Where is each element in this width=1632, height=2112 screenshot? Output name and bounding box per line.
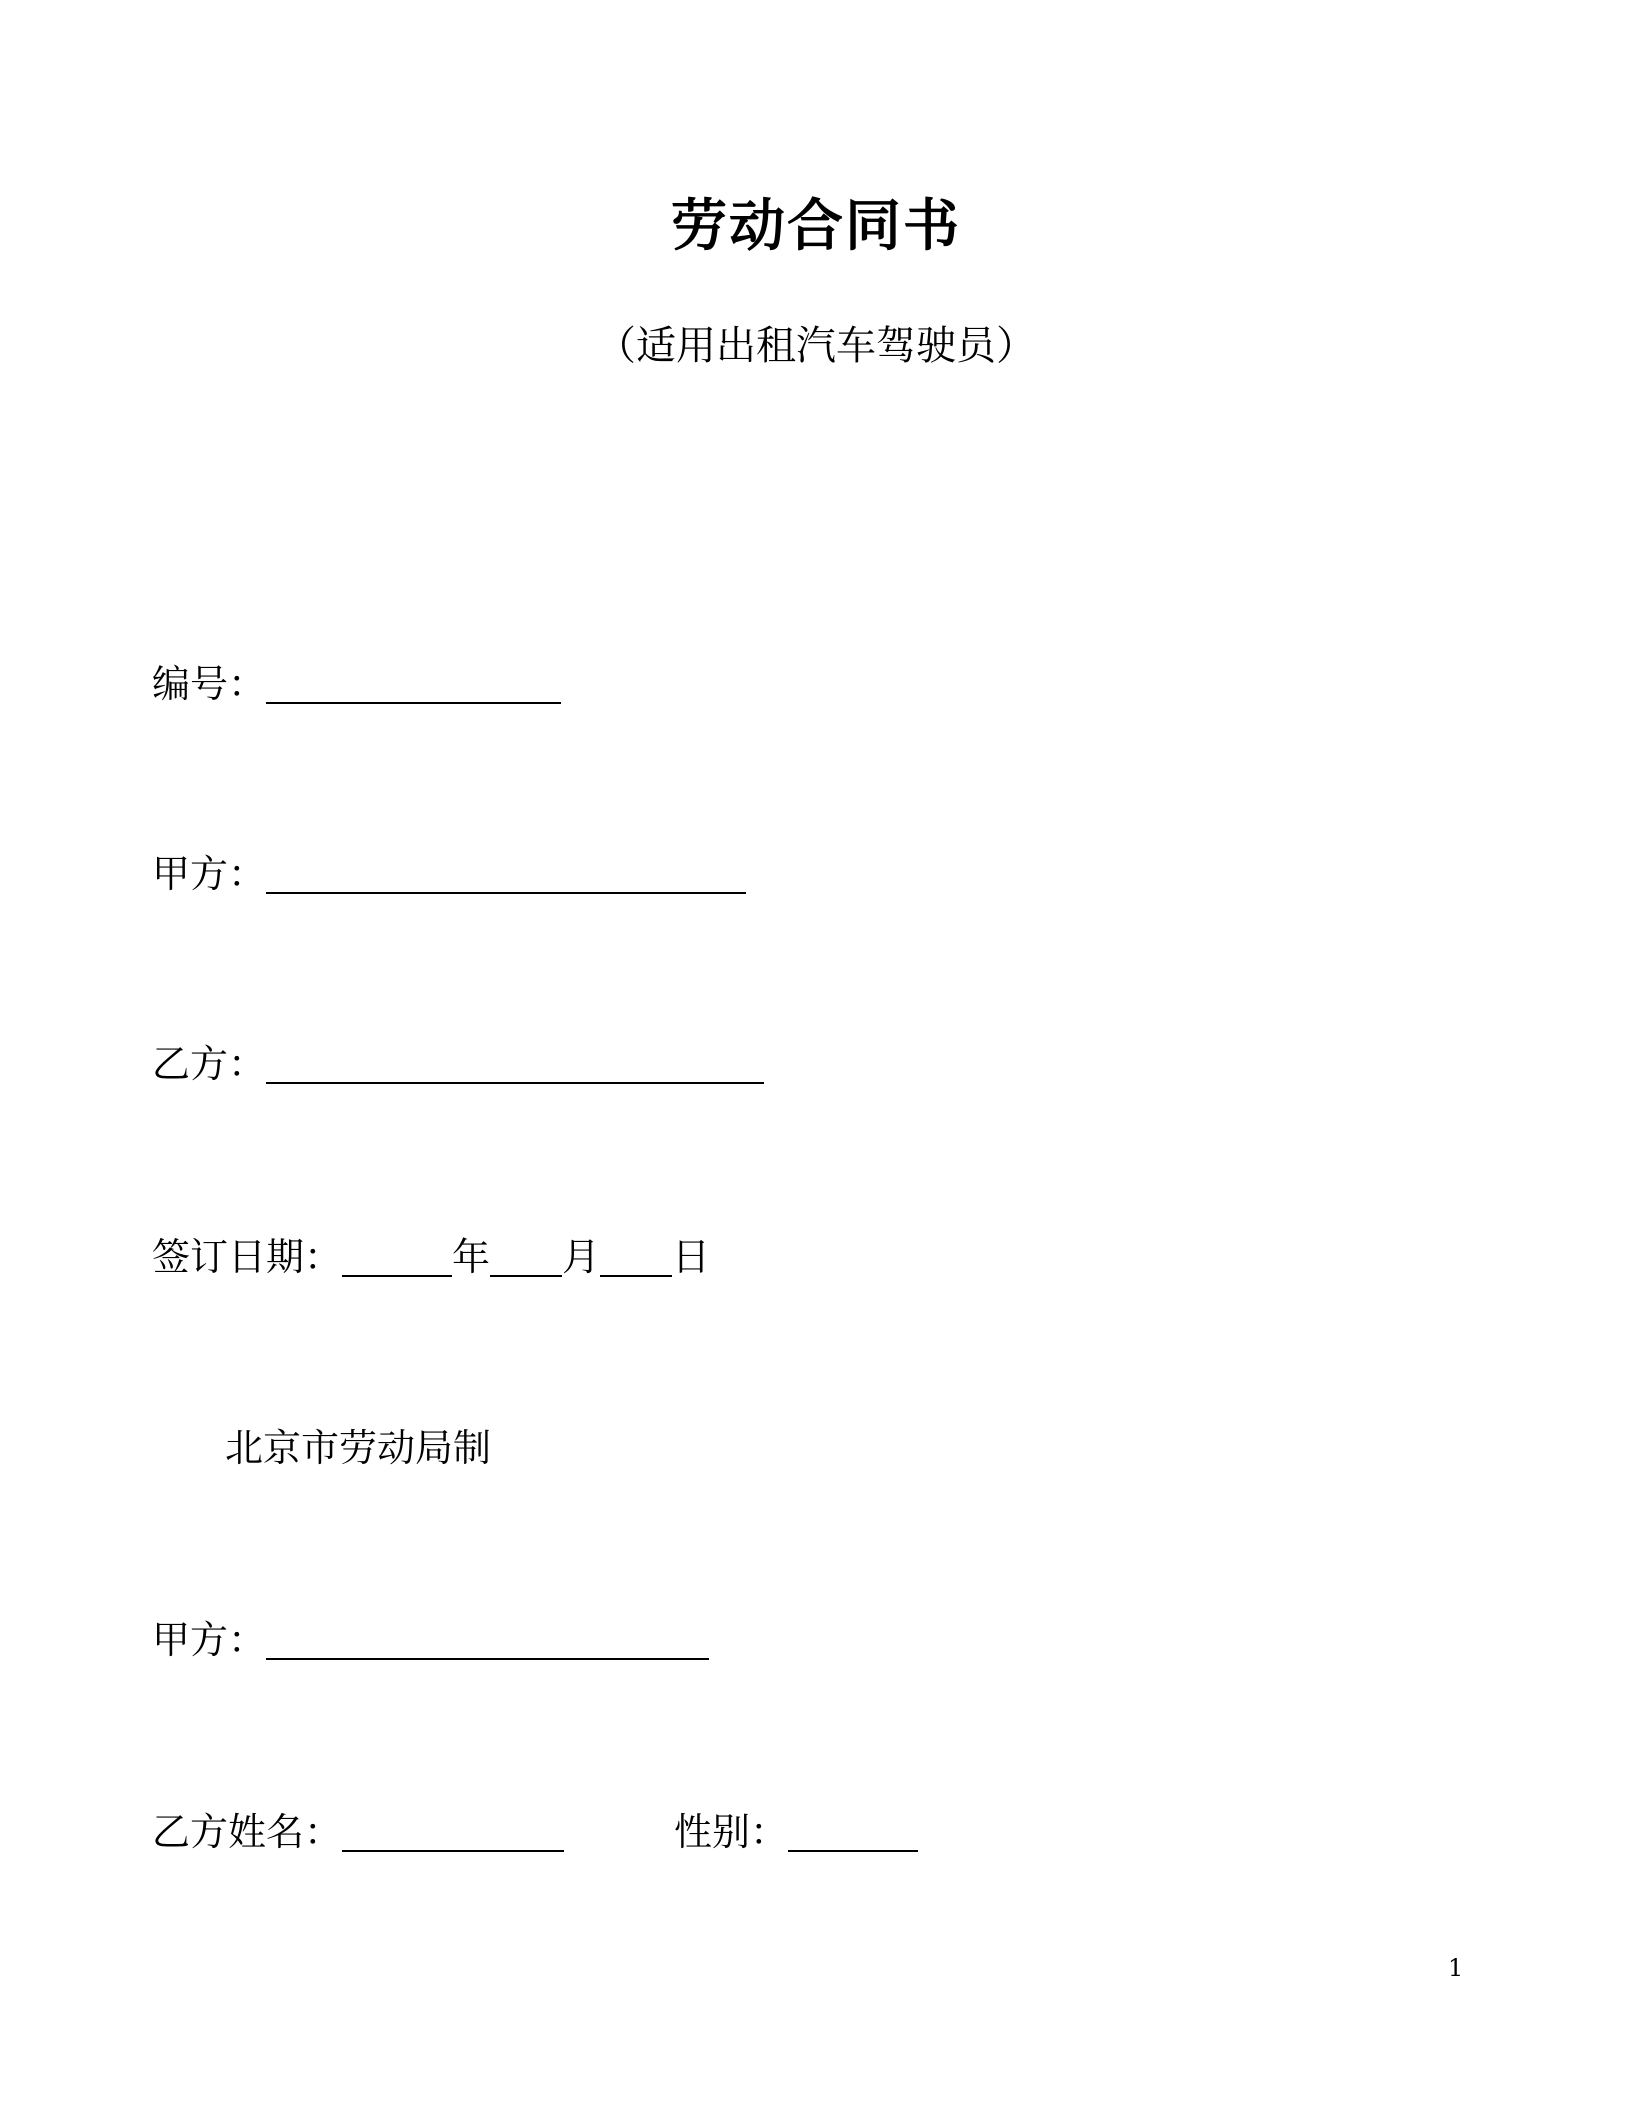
sign-month-blank[interactable] <box>490 1235 562 1277</box>
sign-day-blank[interactable] <box>600 1235 672 1277</box>
number-blank[interactable] <box>266 662 561 704</box>
sign-year-blank[interactable] <box>342 1235 452 1277</box>
document-title: 劳动合同书 <box>671 194 961 259</box>
year-label: 年 <box>452 1235 491 1279</box>
party-b-name-blank[interactable] <box>342 1810 564 1852</box>
party-b-row <box>152 1040 764 1088</box>
party-a-row <box>152 850 746 898</box>
gender-blank[interactable] <box>788 1810 918 1852</box>
party-a-label-2: 甲方： <box>152 1618 267 1662</box>
number-row <box>152 660 561 708</box>
party-b-name-row <box>152 1808 918 1856</box>
sign-date-label: 签订日期： <box>152 1235 343 1279</box>
page-number: 1 <box>1448 1954 1464 1982</box>
party-a-row-2 <box>152 1616 709 1664</box>
party-b-label: 乙方： <box>152 1042 267 1086</box>
number-label: 编号： <box>152 662 267 706</box>
issuer-text: 北京市劳动局制 <box>225 1426 492 1470</box>
party-b-blank[interactable] <box>266 1042 764 1084</box>
party-a-label: 甲方： <box>152 852 267 896</box>
gender-label: 性别： <box>674 1810 789 1854</box>
sign-date-row <box>152 1233 710 1281</box>
document-subtitle: （适用出租汽车驾驶员） <box>596 323 1036 369</box>
issuer-row <box>225 1424 491 1472</box>
party-b-name-label: 乙方姓名： <box>152 1810 343 1854</box>
party-a-blank[interactable] <box>266 852 746 894</box>
party-a-blank-2[interactable] <box>266 1618 709 1660</box>
month-label: 月 <box>562 1235 601 1279</box>
day-label: 日 <box>672 1235 711 1279</box>
